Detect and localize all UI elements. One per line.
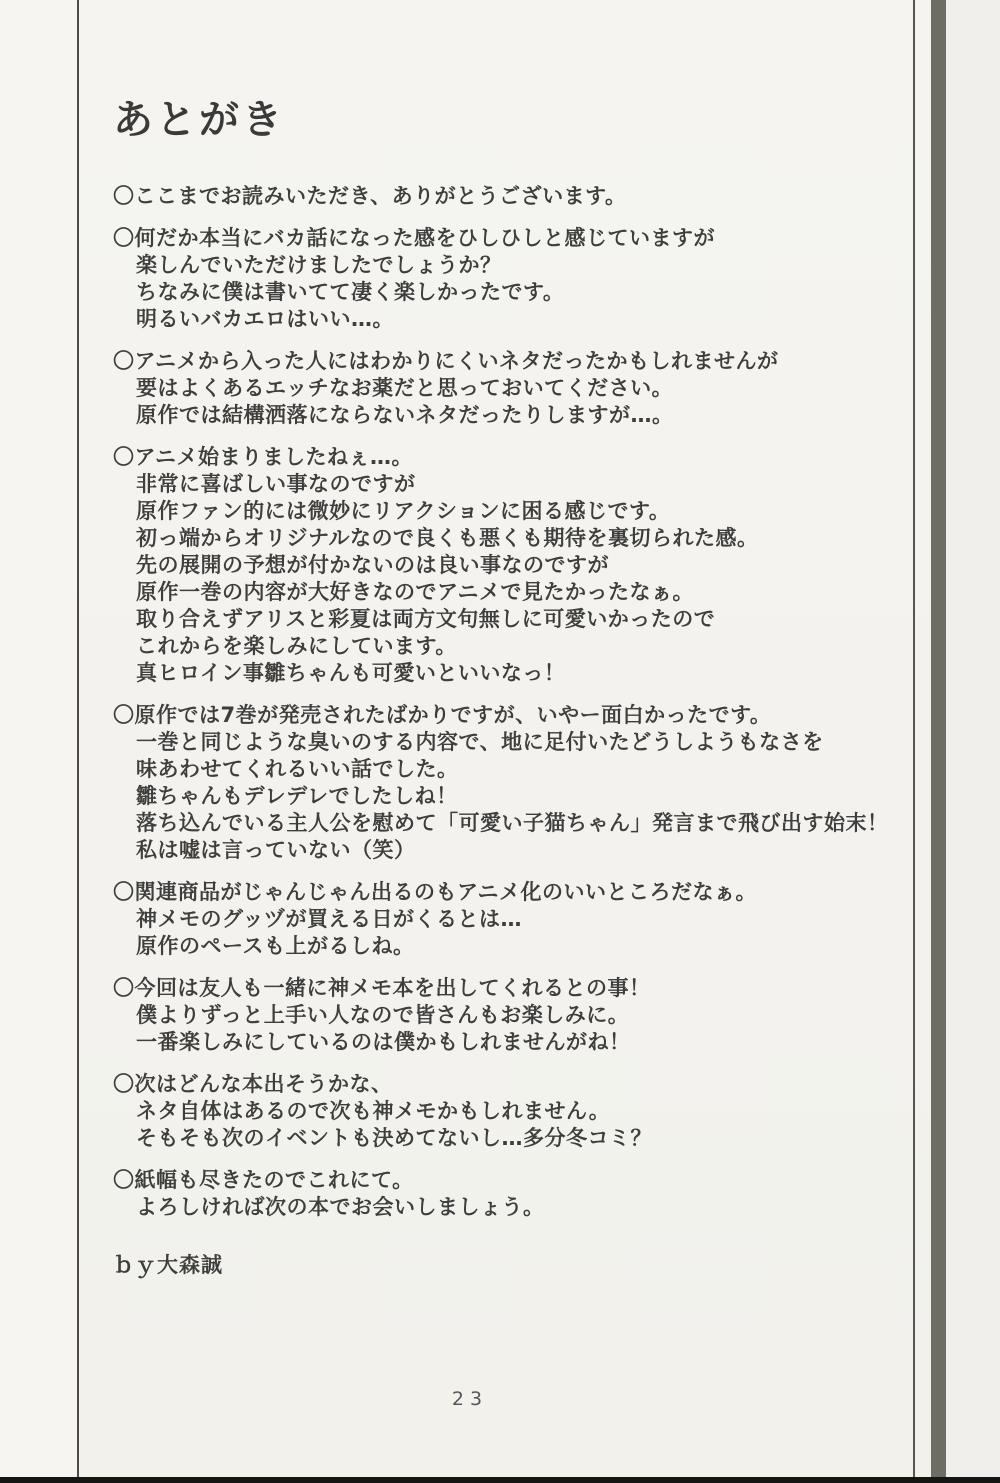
text-line: 真ヒロイン事雛ちゃんも可愛いといいなっ！ xyxy=(136,661,566,685)
text-line: 落ち込んでいる主人公を慰めて「可愛い子猫ちゃん」発言まで飛び出す始末！ xyxy=(136,811,889,835)
text-line: 〇関連商品がじゃんじゃん出るのもアニメ化のいいところだなぁ。 xyxy=(113,880,757,904)
text-line: 楽しんでいただけましたでしょうか？ xyxy=(136,253,502,277)
text-line: 要はよくあるエッチなお薬だと思っておいてください。 xyxy=(136,376,674,400)
author-signature: ｂｙ大森誠 xyxy=(113,1253,223,1277)
paragraph-anime-start xyxy=(113,444,833,687)
text-line: 〇次はどんな本出そうかな、 xyxy=(113,1072,393,1096)
text-line: 雛ちゃんもデレデレでしたしね！ xyxy=(136,784,458,808)
text-line: そもそも次のイベントも決めてないし…多分冬コミ？ xyxy=(136,1126,652,1150)
text-line: 原作のペースも上がるしね。 xyxy=(136,934,415,958)
text-line: 〇今回は友人も一緒に神メモ本を出してくれるとの事！ xyxy=(113,976,651,1000)
text-line: ネタ自体はあるので次も神メモかもしれません。 xyxy=(136,1099,611,1123)
text-line: 取り合えずアリスと彩夏は両方文句無しに可愛いかったので xyxy=(136,607,716,631)
text-line: 〇何だか本当にバカ話になった感をひしひしと感じていますが xyxy=(113,226,715,250)
text-line: 先の展開の予想が付かないのは良い事なのですが xyxy=(136,553,609,577)
text-line: ちなみに僕は書いてて凄く楽しかったです。 xyxy=(136,280,565,304)
afterword-content xyxy=(113,88,889,1279)
right-page-edge-line xyxy=(913,0,915,1483)
text-line: 私は嘘は言っていない（笑） xyxy=(136,838,416,862)
text-line: 原作ファン的には微妙にリアクションに困る感じです。 xyxy=(136,499,671,523)
paragraph-next-book xyxy=(113,1071,833,1152)
paragraph-closing xyxy=(113,1167,833,1221)
page-number: 23 xyxy=(451,1388,489,1410)
text-line: 原作一巻の内容が大好きなのでアニメで見たかったなぁ。 xyxy=(136,580,694,604)
text-line: 〇ここまでお読みいただき、ありがとうございます。 xyxy=(113,184,627,208)
book-spine-bar xyxy=(931,0,946,1483)
text-line: 非常に喜ばしい事なのですが xyxy=(136,472,416,496)
text-line: 原作では結構洒落にならないネタだったりしますが…。 xyxy=(136,403,674,427)
text-line: よろしければ次の本でお会いしましょう。 xyxy=(136,1195,545,1219)
paragraph-volume7 xyxy=(113,702,889,864)
text-line: 味あわせてくれるいい話でした。 xyxy=(136,757,459,781)
text-line: 〇原作では7巻が発売されたばかりですが、いやー面白かったです。 xyxy=(113,703,772,727)
text-line: 明るいバカエロはいい…。 xyxy=(136,307,394,331)
text-line: 〇紙幅も尽きたのでこれにて。 xyxy=(113,1168,414,1192)
text-line: 一巻と同じような臭いのする内容で、地に足付いたどうしようもなさを xyxy=(136,730,824,754)
text-line: これからを楽しみにしています。 xyxy=(136,634,457,658)
paragraph-anime-neta xyxy=(113,348,833,429)
scan-bottom-edge xyxy=(0,1477,1000,1483)
text-line: 〇アニメから入った人にはわかりにくいネタだったかもしれませんが xyxy=(113,349,779,373)
text-line: 一番楽しみにしているのは僕かもしれませんがね！ xyxy=(136,1030,631,1054)
paragraph-baka-story xyxy=(113,225,833,333)
text-line: 僕よりずっと上手い人なので皆さんもお楽しみに。 xyxy=(136,1003,630,1027)
text-line: 初っ端からオリジナルなので良くも悪くも期待を裏切られた感。 xyxy=(136,526,759,550)
scan-right-margin xyxy=(946,0,1000,1483)
paragraph-goods xyxy=(113,879,833,960)
scan-left-margin xyxy=(0,0,77,1483)
paragraph-friend-book xyxy=(113,975,833,1056)
paragraph-thanks xyxy=(113,183,833,210)
left-page-edge-line xyxy=(77,0,79,1483)
text-line: 〇アニメ始まりましたねぇ…。 xyxy=(113,445,413,469)
page-title: あとがき xyxy=(113,97,285,143)
text-line: 神メモのグッヅが買える日がくるとは… xyxy=(136,907,522,931)
